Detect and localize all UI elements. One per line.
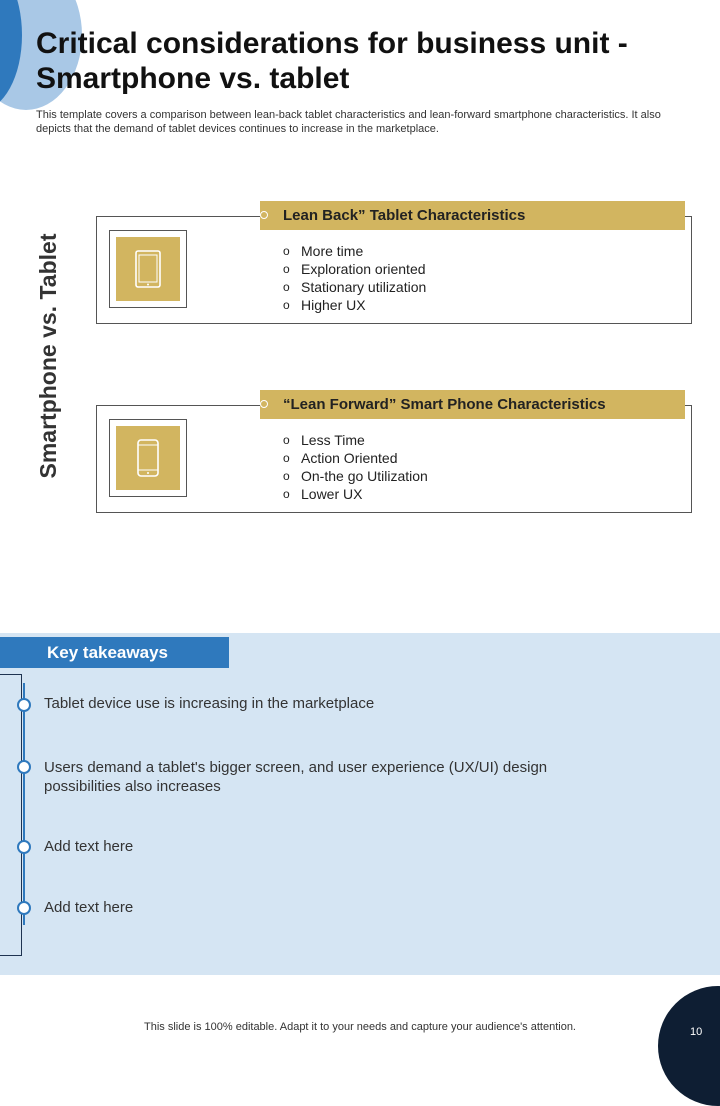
bullet-mark: o [283,469,290,483]
list-item-text: Action Oriented [301,450,398,466]
takeaway-item: Users demand a tablet's bigger screen, and user experience (UX/UI) design possibilities also increases [44,759,548,795]
page-subtitle: This template covers a comparison between lean-back tablet characteristics and lean-forward smartphone characteristics. It also depicts that the demand of tablet devices continues to increase in the marketplace. [36,109,661,135]
takeaways-panel [0,633,720,975]
list-item [283,260,426,278]
bullet-mark: o [283,298,290,312]
timeline-node-icon [17,840,31,854]
list-item-text: On-the go Utilization [301,468,428,484]
takeaways-header: Key takeaways [0,637,229,668]
tablet-characteristics-list [283,242,426,314]
smartphone-card-heading-text: “Lean Forward” Smart Phone Characteristics [283,396,606,413]
list-item [283,278,426,296]
takeaway-item: Add text here [44,838,134,855]
list-item [283,431,428,449]
list-item-text: Exploration oriented [301,261,426,277]
list-item-text: Lower UX [301,486,363,502]
bullet-mark: o [283,244,290,258]
footer-note: This slide is 100% editable. Adapt it to your needs and capture your audience's attention. [144,1021,576,1033]
bullet-mark: o [283,262,290,276]
list-item [283,467,428,485]
bullet-mark: o [283,433,290,447]
smartphone-icon [134,438,162,478]
icon-tile [116,237,180,301]
bullet-mark: o [283,280,290,294]
heading-dot-icon [260,400,268,408]
tablet-card-heading [260,201,685,230]
page-number-badge [658,986,720,1106]
smartphone-card-heading [260,390,685,419]
list-item-text: Stationary utilization [301,279,427,295]
list-item-text: More time [301,243,364,259]
takeaway-item: Add text here [44,899,134,916]
timeline-line [23,683,25,925]
list-item-text: Less Time [301,432,365,448]
list-item [283,296,426,314]
list-item-text: Higher UX [301,297,366,313]
timeline-node-icon [17,698,31,712]
heading-dot-icon [260,211,268,219]
page-title: Critical considerations for business unit - Smartphone vs. tablet [36,27,628,95]
takeaway-item: Tablet device use is increasing in the marketplace [44,695,375,712]
list-item [283,242,426,260]
tablet-icon [134,249,162,289]
timeline-node-icon [17,760,31,774]
tablet-card-heading-text: Lean Back” Tablet Characteristics [283,207,526,224]
vertical-section-label: Smartphone vs. Tablet [35,233,61,479]
page-number: 10 [690,1026,703,1038]
list-item [283,485,428,503]
bullet-mark: o [283,487,290,501]
icon-frame [109,230,187,308]
list-item [283,449,428,467]
smartphone-characteristics-list [283,431,428,503]
takeaways-bracket [0,674,22,956]
bullet-mark: o [283,451,290,465]
timeline-node-icon [17,901,31,915]
icon-tile [116,426,180,490]
icon-frame [109,419,187,497]
